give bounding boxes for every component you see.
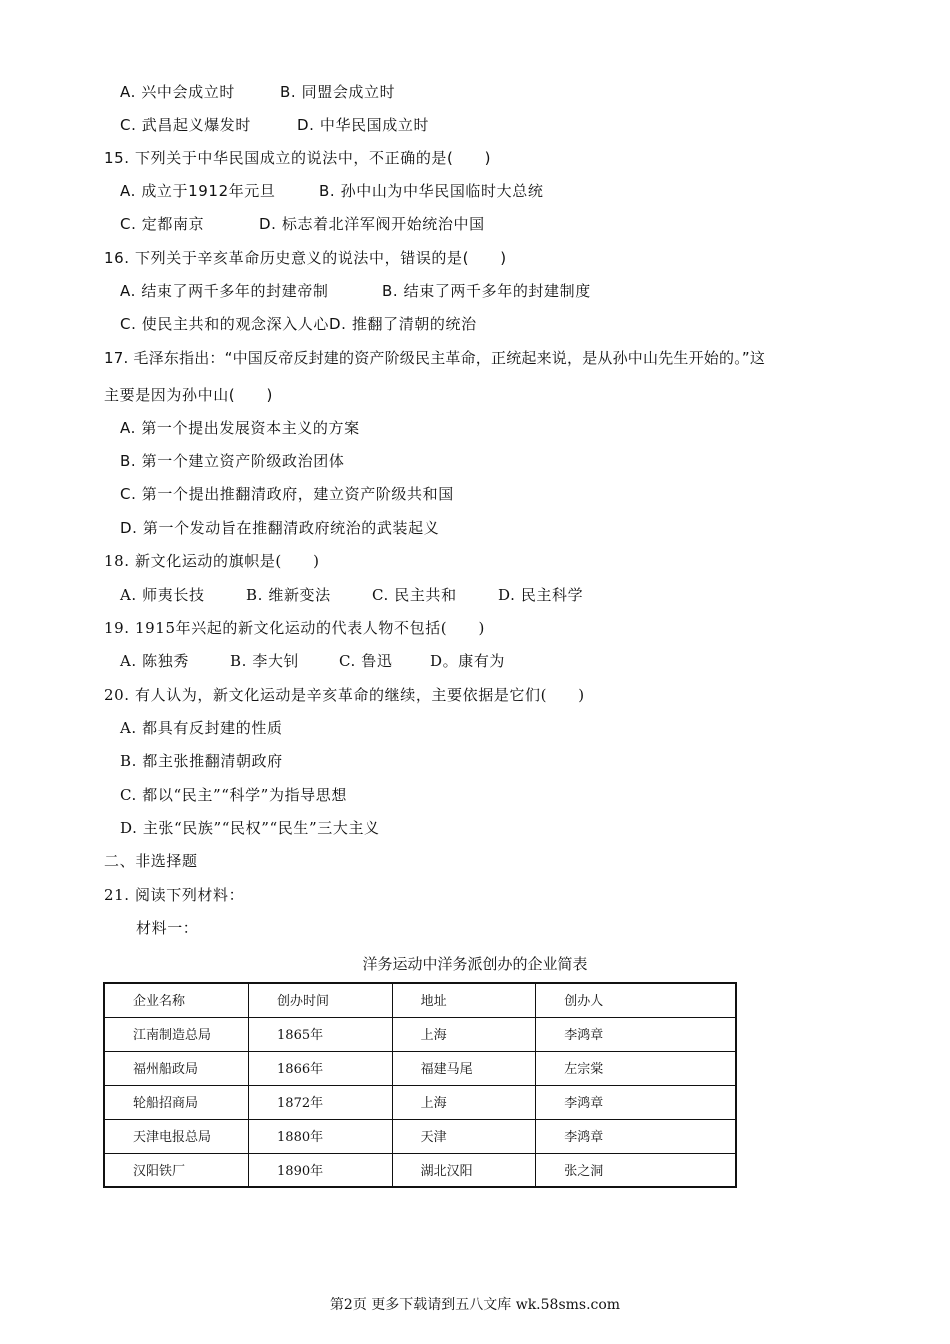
q20-option-b: B. 都主张推翻清朝政府 [120, 752, 283, 770]
q15-stem: 15. 下列关于中华民国成立的说法中，不正确的是( ) [104, 149, 492, 167]
table-cell: 张之洞 [536, 1153, 736, 1187]
q17-option-c: C. 第一个提出推翻清政府，建立资产阶级共和国 [120, 485, 454, 503]
table-cell: 上海 [392, 1017, 536, 1051]
q14-option-a: A. 兴中会成立时 [120, 83, 235, 101]
q18-stem: 18. 新文化运动的旗帜是( ) [104, 552, 320, 570]
table-cell: 1890年 [249, 1153, 393, 1187]
q20-option-a: A. 都具有反封建的性质 [120, 719, 283, 737]
table-cell: 李鸿章 [536, 1017, 736, 1051]
q14-option-c: C. 武昌起义爆发时 [120, 116, 252, 134]
q16-option-b: B. 结束了两千多年的封建制度 [382, 282, 591, 300]
table-row [104, 1153, 736, 1187]
table-cell: 1865年 [249, 1017, 393, 1051]
q19-option-d: D。康有为 [430, 652, 506, 670]
q15-option-a: A. 成立于1912年元旦 [120, 182, 276, 200]
q19-option-a: A. 陈独秀 [120, 652, 189, 670]
table-cell: 天津 [392, 1119, 536, 1153]
q20-option-c: C. 都以“民主”“科学”为指导思想 [120, 786, 347, 804]
table-cell: 上海 [392, 1085, 536, 1119]
q21-stem: 21. 阅读下列材料： [104, 886, 245, 904]
table-cell: 湖北汉阳 [392, 1153, 536, 1187]
header-cell: 创办人 [536, 983, 736, 1017]
table-cell: 李鸿章 [536, 1085, 736, 1119]
table-header-row [104, 983, 736, 1017]
q15-option-b: B. 孙中山为中华民国临时大总统 [319, 182, 544, 200]
table-cell: 汉阳铁厂 [104, 1153, 249, 1187]
table-cell: 李鸿章 [536, 1119, 736, 1153]
q17-option-d: D. 第一个发动旨在推翻清政府统治的武装起义 [120, 519, 440, 537]
table-cell: 1866年 [249, 1051, 393, 1085]
table-cell: 江南制造总局 [104, 1017, 249, 1051]
q19-stem: 19. 1915年兴起的新文化运动的代表人物不包括( ) [104, 619, 485, 637]
q16-option-cd: C. 使民主共和的观念深入人心D. 推翻了清朝的统治 [120, 315, 477, 333]
q14-option-b: B. 同盟会成立时 [280, 83, 396, 101]
page-footer: 第2页 更多下载请到五八文库 wk.58sms.com [329, 1297, 621, 1313]
table-cell: 左宗棠 [536, 1051, 736, 1085]
q15-option-d: D. 标志着北洋军阀开始统治中国 [259, 215, 485, 233]
table-cell: 福建马尾 [392, 1051, 536, 1085]
table-cell: 1880年 [249, 1119, 393, 1153]
header-cell: 地址 [392, 983, 536, 1017]
q16-stem: 16. 下列关于辛亥革命历史意义的说法中，错误的是( ) [104, 249, 507, 267]
q18-option-b: B. 维新变法 [246, 586, 331, 604]
q15-option-c: C. 定都南京 [120, 215, 205, 233]
table-cell: 天津电报总局 [104, 1119, 249, 1153]
header-cell: 企业名称 [104, 983, 249, 1017]
q19-option-c: C. 鲁迅 [339, 652, 393, 670]
q20-option-d: D. 主张“民族”“民权”“民生”三大主义 [120, 819, 380, 837]
q17-stem-line2: 主要是因为孙中山( ) [104, 386, 273, 404]
section-heading: 二、非选择题 [104, 852, 198, 870]
table-cell: 1872年 [249, 1085, 393, 1119]
table-row [104, 1085, 736, 1119]
q19-option-b: B. 李大钊 [230, 652, 300, 670]
enterprise-table [103, 982, 737, 1188]
q17-option-a: A. 第一个提出发展资本主义的方案 [120, 419, 360, 437]
q20-stem: 20. 有人认为，新文化运动是辛亥革命的继续，主要依据是它们( ) [104, 686, 585, 704]
table-cell: 轮船招商局 [104, 1085, 249, 1119]
q18-option-a: A. 师夷长技 [120, 586, 205, 604]
material-label: 材料一： [136, 919, 199, 937]
q16-option-a: A. 结束了两千多年的封建帝制 [120, 282, 329, 300]
header-cell: 创办时间 [249, 983, 393, 1017]
q18-option-c: C. 民主共和 [372, 586, 457, 604]
table-row [104, 1051, 736, 1085]
table-row [104, 1017, 736, 1051]
table-cell: 福州船政局 [104, 1051, 249, 1085]
q18-option-d: D. 民主科学 [498, 586, 584, 604]
table-caption: 洋务运动中洋务派创办的企业简表 [362, 955, 588, 973]
q17-option-b: B. 第一个建立资产阶级政治团体 [120, 452, 345, 470]
q17-stem-line1: 17. 毛泽东指出：“中国反帝反封建的资产阶级民主革命，正统起来说，是从孙中山先生开始的。”这 [104, 349, 766, 367]
q14-option-d: D. 中华民国成立时 [297, 116, 430, 134]
table-row [104, 1119, 736, 1153]
